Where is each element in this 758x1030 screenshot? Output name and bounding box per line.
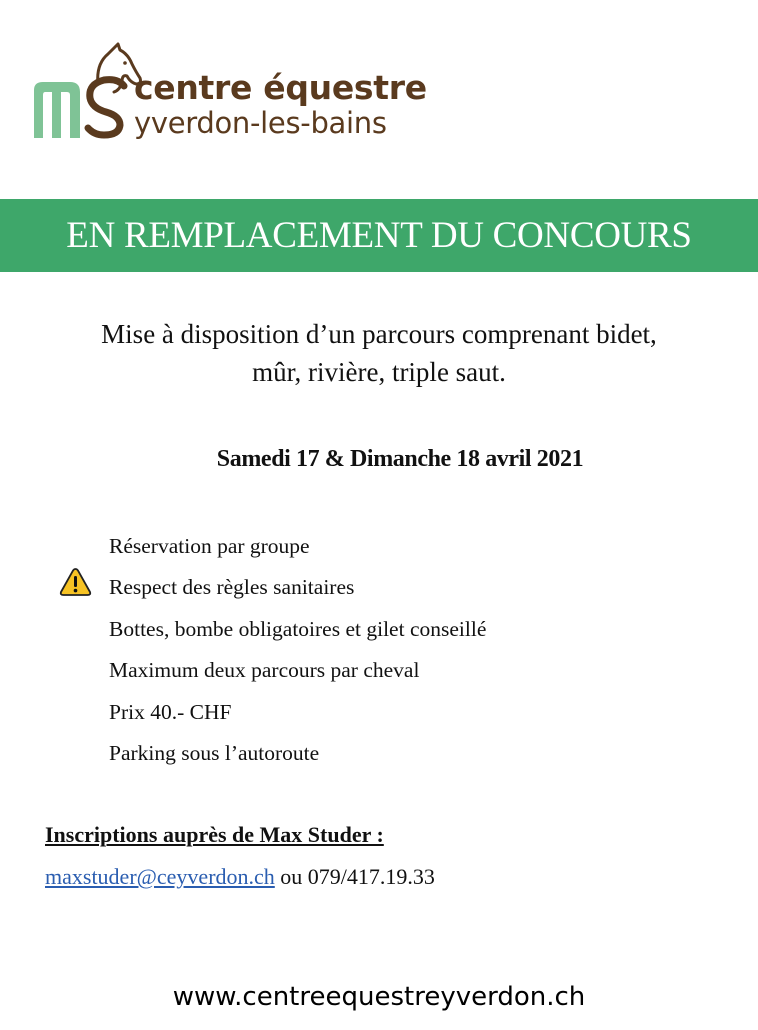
details-list <box>109 530 486 778</box>
list-item: Réservation par groupe <box>109 534 310 558</box>
list-item: Prix 40.- CHF <box>109 699 232 724</box>
title-banner <box>0 199 758 272</box>
inscriptions-heading: Inscriptions auprès de Max Studer : <box>45 822 384 847</box>
warning-icon <box>59 567 92 597</box>
website-url[interactable]: www.centreequestreyverdon.ch <box>172 982 586 1012</box>
list-item: Bottes, bombe obligatoires et gilet conseillé <box>109 616 487 641</box>
email-link[interactable]: maxstuder@ceyverdon.ch <box>45 864 275 889</box>
list-item: Parking sous l’autoroute <box>109 740 320 765</box>
banner-title: EN REMPLACEMENT DU CONCOURS <box>66 215 692 256</box>
logo-title: centre équestre <box>134 68 427 107</box>
contact-line <box>45 864 435 890</box>
intro-line: Mise à disposition d’un parcours comprenant bidet, <box>101 319 657 349</box>
list-item: Respect des règles sanitaires <box>109 575 355 600</box>
logo <box>30 40 430 145</box>
list-item: Maximum deux parcours par cheval <box>109 658 420 683</box>
intro-paragraph <box>40 315 718 391</box>
event-date: Samedi 17 & Dimanche 18 avril 2021 <box>216 446 584 472</box>
phone-text: ou 079/417.19.33 <box>274 864 435 889</box>
logo-subtitle: yverdon-les-bains <box>134 106 387 140</box>
intro-line: mûr, rivière, triple saut. <box>252 357 506 387</box>
